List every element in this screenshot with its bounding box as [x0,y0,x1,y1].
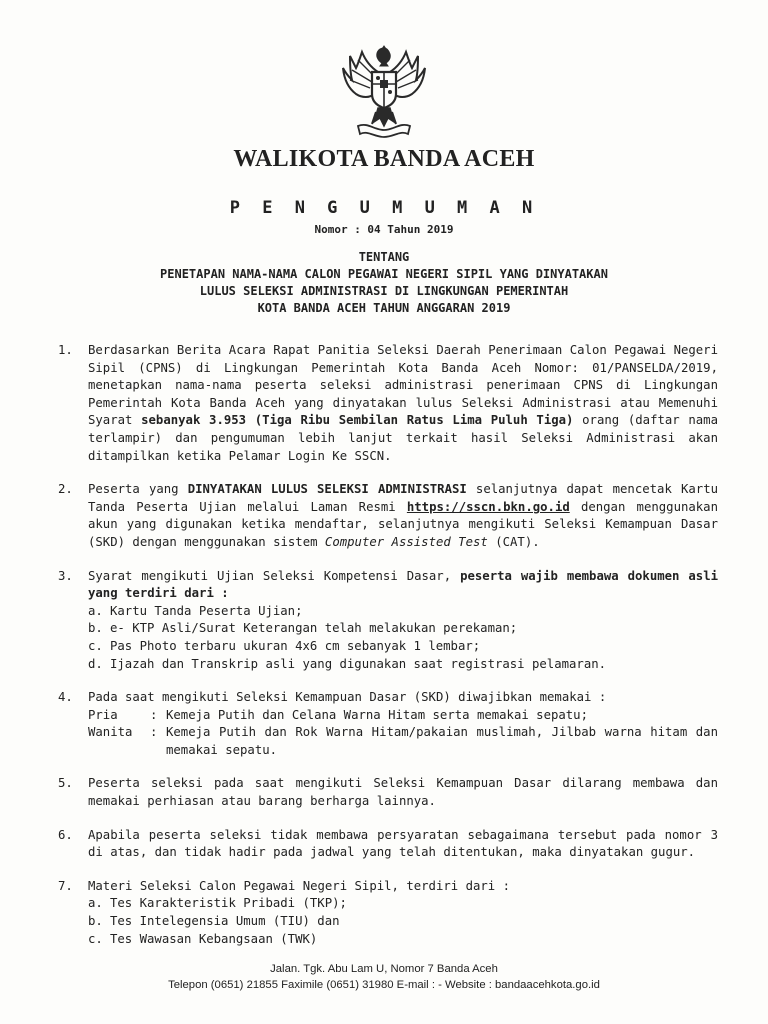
sub-item [88,603,718,621]
item-text: Materi Seleksi Calon Pegawai Negeri Sipil, terdiri dari : [88,878,510,893]
item-number: 4. [58,690,73,705]
sub-item-text: Tes Karakteristik Pribadi (TKP); [110,896,347,911]
sub-item [88,913,718,931]
item-number: 1. [58,343,73,357]
sub-item [88,931,718,949]
list-item [58,827,718,862]
sub-item [88,895,718,913]
attire-row-wanita [88,724,718,759]
list-item [58,568,718,674]
item-text: Berdasarkan Berita Acara Rapat Panitia Seleksi Daerah Penerimaan Calon Pegawai Negeri Sipil (CPNS) di Lingkungan Pemerintah Kota Banda Aceh Nomor: 01/PANSELDA/2019, menetapkan nama-nama peserta seleksi administrasi penerimaan CPNS di Lingkungan Pemerintah Kota Banda Aceh yang dinyatakan lulus Seleksi Administrasi atau Memenuhi Syarat [88,343,718,428]
sub-item-text: Ijazah dan Transkrip asli yang digunakan saat registrasi pelamaran. [110,656,607,671]
attire-value: Kemeja Putih dan Rok Warna Hitam/pakaian muslimah, Jilbab warna hitam dan memakai sepatu. [166,725,718,757]
list-item [58,481,718,551]
item-number: 7. [58,878,73,893]
list-item [58,689,718,759]
sub-item-letter: a. [88,603,103,618]
item-italic-text: Computer Assisted Test [324,534,488,549]
announcement-number: Nomor : 04 Tahun 2019 [314,223,454,236]
garuda-emblem-icon [334,42,434,142]
subject-about: TENTANG [358,250,410,264]
page-footer [0,961,768,993]
sub-item-letter: c. [88,931,103,946]
item-bold-text: DINYATAKAN LULUS SELEKSI ADMINISTRASI [187,482,467,497]
sscn-link[interactable]: https://sscn.bkn.go.id [406,499,570,514]
sub-item [88,656,718,674]
list-item [58,878,718,948]
announcement-title: P E N G U M U M A N [229,198,539,218]
attire-colon: : [150,707,158,722]
item-text: Peserta yang [88,482,188,497]
sub-item-letter: b. [88,621,103,636]
item-bold-text: peserta wajib membawa dokumen asli yang terdiri dari : [88,568,718,601]
sub-item-text: Tes Intelegensia Umum (TIU) dan [110,914,340,929]
list-item [58,775,718,810]
attire-label: Pria [88,707,118,722]
list-item [58,342,718,465]
subject-block [0,249,768,317]
subject-line-2: LULUS SELEKSI ADMINISTRASI DI LINGKUNGAN PEMERINTAH [199,284,569,298]
sub-item-text: Kartu Tanda Peserta Ujian; [110,603,303,618]
item-text: selanjutnya dapat mencetak Kartu Tanda Peserta Ujian melalui Laman Resmi [88,482,718,514]
item-number: 2. [58,482,73,497]
issuer-heading: WALIKOTA BANDA ACEH [233,146,535,172]
attire-row-pria [88,707,718,725]
sub-item-text: e- KTP Asli/Surat Keterangan telah melakukan perekaman; [110,621,518,636]
item-number: 6. [58,827,73,842]
attire-value: Kemeja Putih dan Celana Warna Hitam serta memakai sepatu; [166,707,588,722]
sub-item-letter: a. [88,896,103,911]
item-text: Apabila peserta seleksi tidak membawa persyaratan sebagaimana tersebut pada nomor 3 di atas, dan tidak hadir pada jadwal yang telah ditentukan, maka dinyatakan gugur. [88,827,718,860]
sub-item-letter: d. [88,656,103,671]
sub-item-text: Pas Photo terbaru ukuran 4x6 cm sebanyak 1 lembar; [110,638,481,653]
item-number: 3. [58,568,73,583]
item-text: (CAT). [487,534,540,549]
item-text: Syarat mengikuti Ujian Seleksi Kompetensi Dasar, [88,568,461,583]
item-text: Peserta seleksi pada saat mengikuti Seleksi Kemampuan Dasar dilarang membawa dan memakai perhiasan atau barang berharga lainnya. [88,776,718,809]
item-text: Pada saat mengikuti Seleksi Kemampuan Dasar (SKD) diwajibkan memakai : [88,690,607,705]
attire-label: Wanita [88,725,133,740]
sub-item-text: Tes Wawasan Kebangsaan (TWK) [110,931,318,946]
sub-item-letter: b. [88,914,103,929]
attire-colon: : [150,725,158,740]
footer-contact: Telepon (0651) 21855 Faximile (0651) 31980 E-mail : - Website : bandaacehkota.go.id [168,979,600,991]
footer-address: Jalan. Tgk. Abu Lam U, Nomor 7 Banda Aceh [270,963,498,975]
item-text: orang (daftar nama terlampir) dan pengumuman lebih lanjut terkait hasil Seleksi Administrasi akan ditampilkan ketika Pelamar Login Ke SSCN. [88,413,718,463]
item-text: dengan menggunakan akun yang digunakan ketika mendaftar, selanjutnya mengikuti Seleksi Kemampuan Dasar (SKD) dengan menggunakan sistem [88,499,718,549]
item-number: 5. [58,776,73,791]
sub-item [88,620,718,638]
sub-item-letter: c. [88,638,103,653]
announcement-body [58,342,718,964]
item-bold-text: sebanyak 3.953 (Tiga Ribu Sembilan Ratus Lima Puluh Tiga) [141,413,574,428]
subject-line-1: PENETAPAN NAMA-NAMA CALON PEGAWAI NEGERI SIPIL YANG DINYATAKAN [160,267,608,281]
subject-line-3: KOTA BANDA ACEH TAHUN ANGGARAN 2019 [257,301,511,315]
sub-item [88,638,718,656]
